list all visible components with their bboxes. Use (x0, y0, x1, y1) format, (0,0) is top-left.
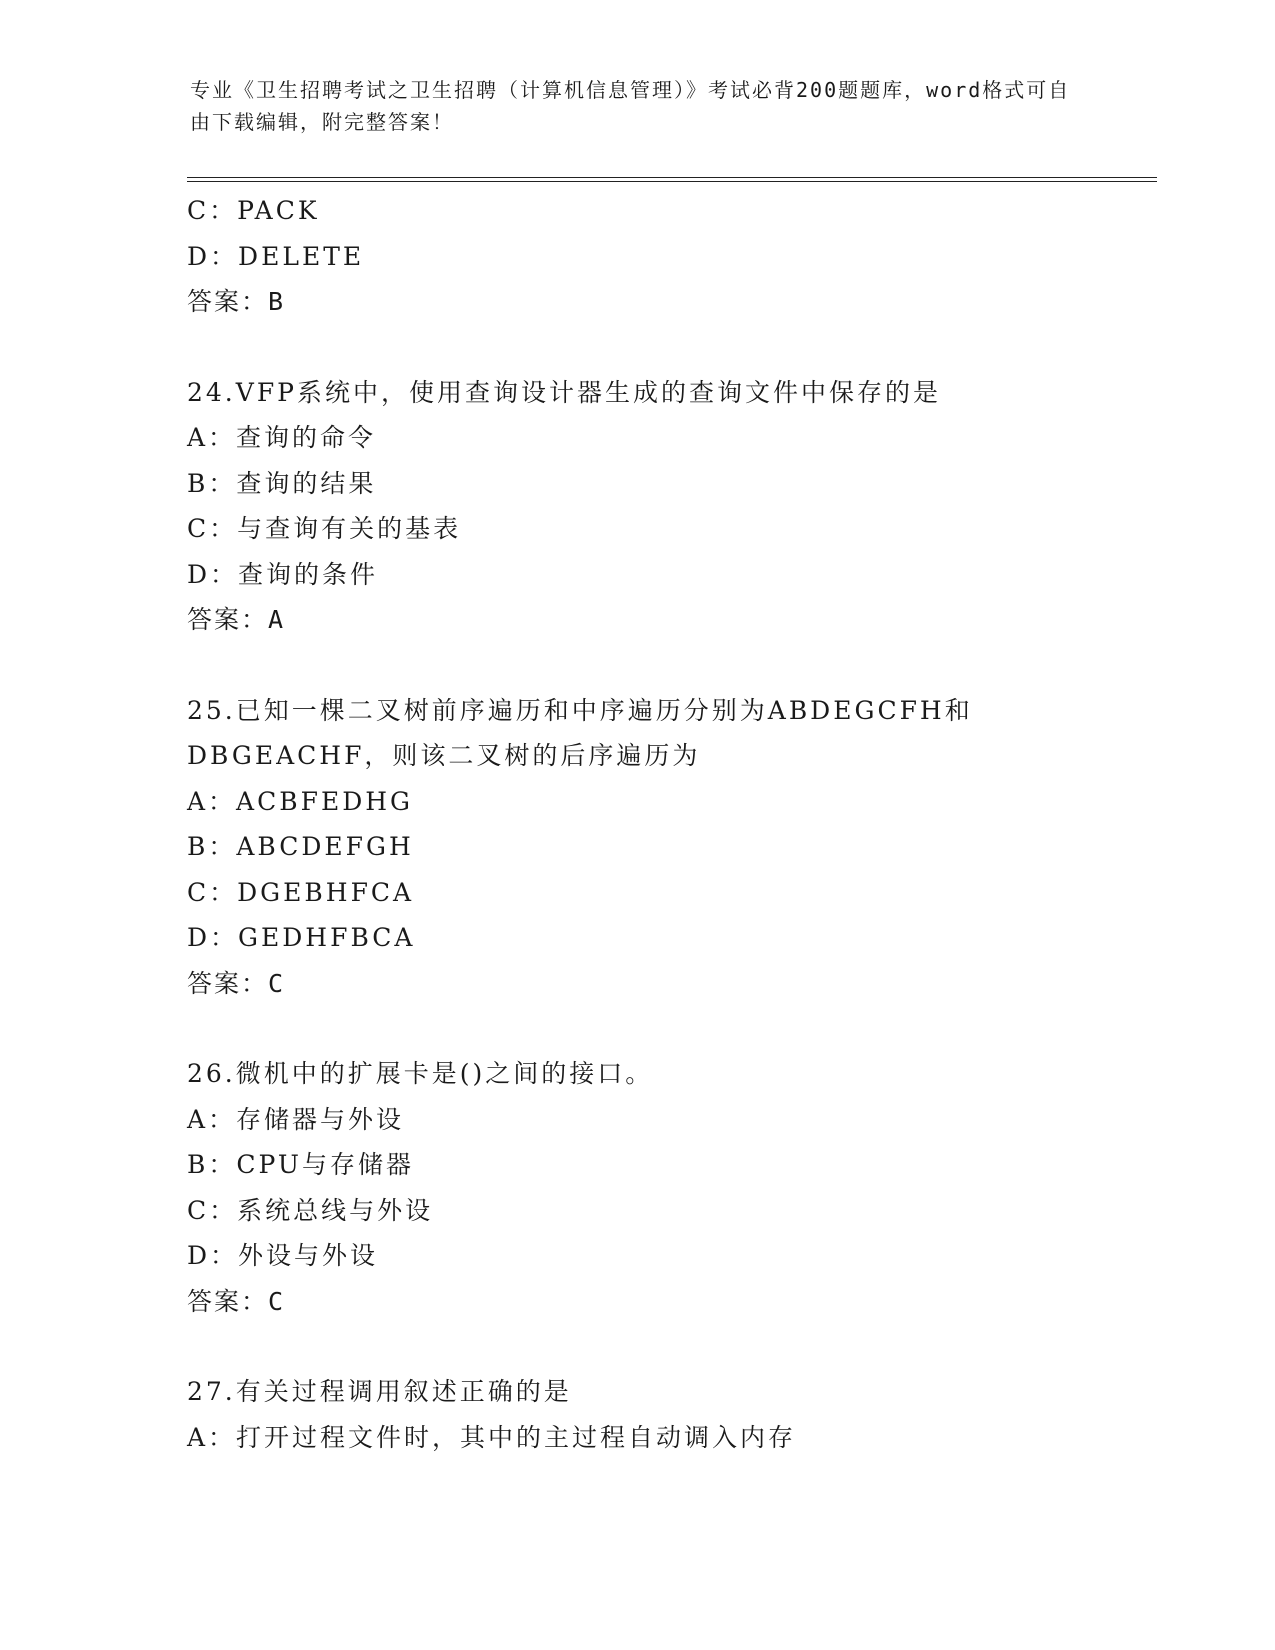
option-a: A：查询的命令 (187, 423, 377, 452)
option-a: A：ACBFEDHG (187, 786, 414, 816)
option-a: A：打开过程文件时，其中的主过程自动调入内存 (187, 1422, 797, 1452)
answer-line: 答案：B (187, 287, 286, 316)
option-d: D：GEDHFBCA (187, 923, 416, 952)
question-stem: 26.微机中的扩展卡是()之间的接口。 (187, 1059, 654, 1088)
document-body (187, 188, 1127, 1460)
option-c: C：与查询有关的基表 (187, 514, 462, 543)
option-d: D：查询的条件 (187, 559, 379, 589)
page-header (190, 74, 1090, 138)
option-b: B：CPU与存储器 (187, 1150, 414, 1179)
spacer (187, 643, 1127, 688)
spacer (187, 325, 1127, 370)
header-title: 专业《卫生招聘考试之卫生招聘（计算机信息管理）》考试必背200题题库，word格式可自由下载编辑，附完整答案！ (190, 78, 1071, 134)
option-d: D：DELETE (187, 241, 365, 271)
question-26 (187, 1051, 1127, 1324)
option-c: C：系统总线与外设 (187, 1195, 434, 1225)
question-27 (187, 1369, 1127, 1460)
option-b: B：查询的结果 (187, 468, 377, 498)
header-divider (187, 177, 1157, 182)
spacer (187, 1006, 1127, 1051)
spacer (187, 1324, 1127, 1369)
answer-line: 答案：C (187, 968, 286, 998)
question-stem: 24.VFP系统中，使用查询设计器生成的查询文件中保存的是 (187, 377, 941, 407)
answer-line: 答案：C (187, 1286, 286, 1316)
prev-question-tail (187, 188, 1127, 325)
option-a: A：存储器与外设 (187, 1104, 405, 1134)
question-24 (187, 370, 1127, 643)
question-stem: 25.已知一棵二叉树前序遍历和中序遍历分别为ABDEGCFH和DBGEACHF，则该二叉树的后序遍历为 (187, 695, 973, 770)
question-25 (187, 688, 1127, 1007)
option-b: B：ABCDEFGH (187, 832, 414, 861)
option-c: C：DGEBHFCA (187, 877, 415, 907)
option-c: C：PACK (187, 196, 320, 225)
option-d: D：外设与外设 (187, 1241, 379, 1270)
question-stem: 27.有关过程调用叙述正确的是 (187, 1377, 572, 1406)
answer-line: 答案：A (187, 605, 286, 634)
